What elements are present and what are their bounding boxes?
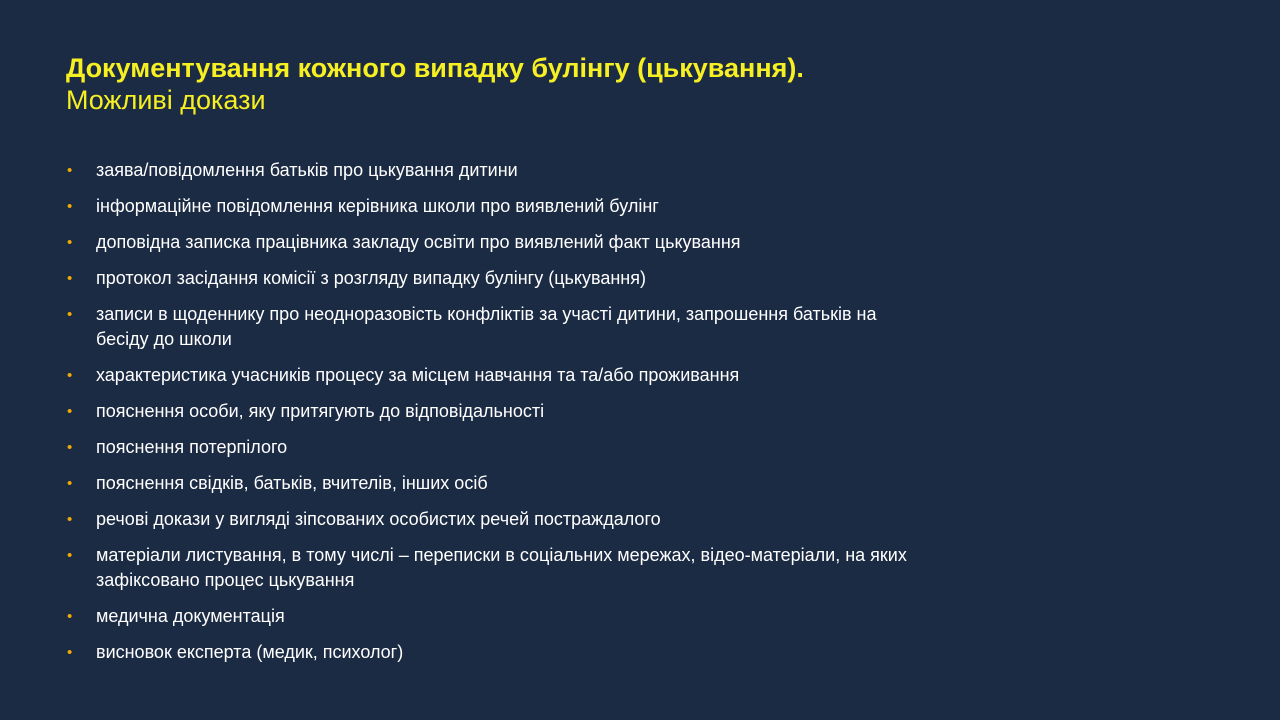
slide-subtitle: Можливі докази (66, 85, 266, 115)
bullet-dot-icon: • (67, 439, 73, 456)
list-item (66, 399, 926, 424)
list-item (66, 266, 926, 291)
list-item (66, 435, 926, 460)
bullet-dot-icon: • (67, 306, 73, 323)
list-item-text: пояснення особи, яку притягують до відповідальності (96, 401, 545, 421)
list-item (66, 507, 926, 532)
list-item (66, 604, 926, 629)
list-item-text: протокол засідання комісії з розгляду випадку булінгу (цькування) (96, 268, 646, 288)
list-item (66, 640, 926, 665)
list-item (66, 158, 926, 183)
bullet-dot-icon: • (67, 198, 73, 215)
bullet-dot-icon: • (67, 162, 73, 179)
bullet-dot-icon: • (67, 234, 73, 251)
list-item (66, 230, 926, 255)
slide-title: Документування кожного випадку булінгу (цькування). (66, 53, 804, 83)
bullet-dot-icon: • (67, 270, 73, 287)
bullet-dot-icon: • (67, 608, 73, 625)
list-item-text: пояснення потерпілого (96, 437, 288, 457)
list-item (66, 471, 926, 496)
bullet-dot-icon: • (67, 403, 73, 420)
list-item (66, 194, 926, 219)
list-item (66, 543, 926, 593)
bullet-dot-icon: • (67, 475, 73, 492)
title-block (66, 52, 1216, 116)
list-item-text: доповідна записка працівника закладу освіти про виявлений факт цькування (96, 232, 741, 252)
bullet-dot-icon: • (67, 547, 73, 564)
list-item-text: речові докази у вигляді зіпсованих особистих речей постраждалого (96, 509, 661, 529)
list-item-text: висновок експерта (медик, психолог) (96, 642, 404, 662)
list-item-text: медична документація (96, 606, 285, 626)
list-item-text: пояснення свідків, батьків, вчителів, інших осіб (96, 473, 488, 493)
list-item-text: заява/повідомлення батьків про цькування дитини (96, 160, 518, 180)
evidence-list (66, 158, 926, 676)
bullet-dot-icon: • (67, 511, 73, 528)
list-item-text: характеристика учасників процесу за місцем навчання та та/або проживання (96, 365, 740, 385)
bullet-dot-icon: • (67, 367, 73, 384)
list-item-text: інформаційне повідомлення керівника школи про виявлений булінг (96, 196, 659, 216)
list-item (66, 302, 926, 352)
bullet-dot-icon: • (67, 644, 73, 661)
list-item-text: матеріали листування, в тому числі – переписки в соціальних мережах, відео-матеріали, на яких зафіксовано процес цькування (96, 545, 907, 590)
list-item (66, 363, 926, 388)
list-item-text: записи в щоденнику про неодноразовість конфліктів за участі дитини, запрошення батьків на бесіду до школи (96, 304, 877, 349)
